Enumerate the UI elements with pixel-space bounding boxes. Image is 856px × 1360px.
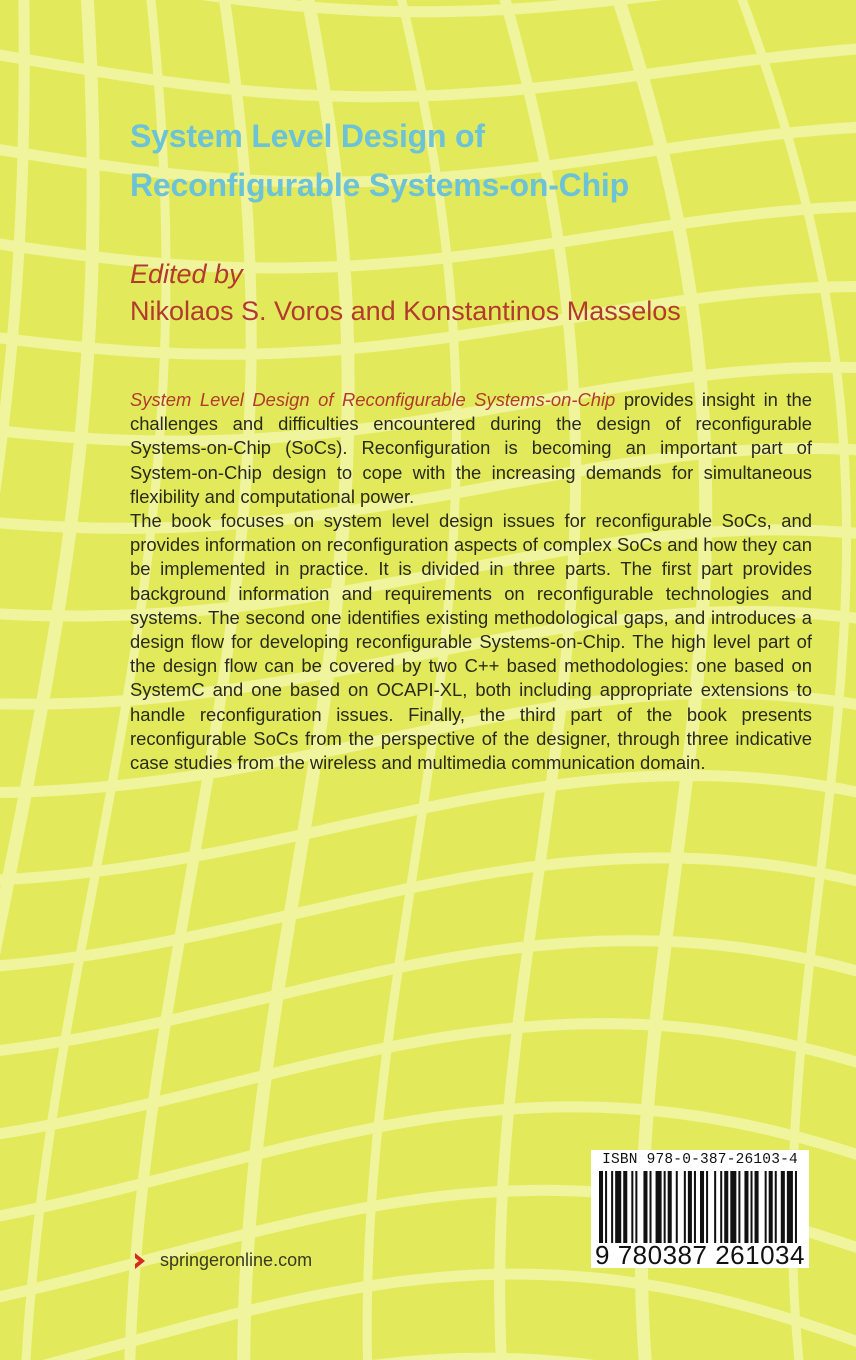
editors-block bbox=[130, 256, 830, 330]
title-line-1: System Level Design of bbox=[130, 118, 485, 154]
isbn-barcode-box bbox=[591, 1150, 809, 1268]
title-line-2: Reconfigurable Systems-on-Chip bbox=[130, 167, 629, 203]
book-description bbox=[130, 388, 812, 775]
barcode-digits: 9 780387 261034 bbox=[595, 1240, 805, 1270]
website-url[interactable]: springeronline.com bbox=[160, 1250, 313, 1270]
barcode bbox=[599, 1171, 801, 1243]
book-title-reference: System Level Design of Reconfigurable Systems-on-Chip bbox=[130, 389, 616, 410]
publisher-website[interactable] bbox=[130, 1250, 312, 1271]
description-paragraph-1-text: provides insight in the challenges and difficulties encountered during the design of reconfigurable Systems-on-Chip (SoCs). Reconfiguration is becoming an important part of System-on-Chip design to cope with the increasing demands for simultaneous flexibility and computational power. bbox=[130, 389, 812, 507]
description-paragraph-1 bbox=[130, 388, 812, 509]
description-paragraph-2: The book focuses on system level design issues for reconfigurable SoCs, and provides information on reconfiguration aspects of complex SoCs and how they can be implemented in practice. It is divided in three parts. The first part provides background information and requirements on reconfigurable technologies and systems. The second one identifies existing methodological gaps, and introduces a design flow for developing reconfigurable Systems-on-Chip. The high level part of the design flow can be covered by two C++ based methodologies: one based on SystemC and one based on OCAPI-XL, both including appropriate extensions to handle reconfiguration issues. Finally, the third part of the book presents reconfigurable SoCs from the perspective of the designer, through three indicative case studies from the wireless and multimedia communication domain. bbox=[130, 510, 812, 774]
edited-by-label: Edited by bbox=[130, 259, 243, 289]
chevron-right-icon bbox=[130, 1251, 150, 1271]
editor-names: Nikolaos S. Voros and Konstantinos Masselos bbox=[130, 296, 681, 326]
isbn-label: ISBN 978-0-387-26103-4 bbox=[602, 1152, 798, 1168]
book-title bbox=[130, 112, 830, 210]
